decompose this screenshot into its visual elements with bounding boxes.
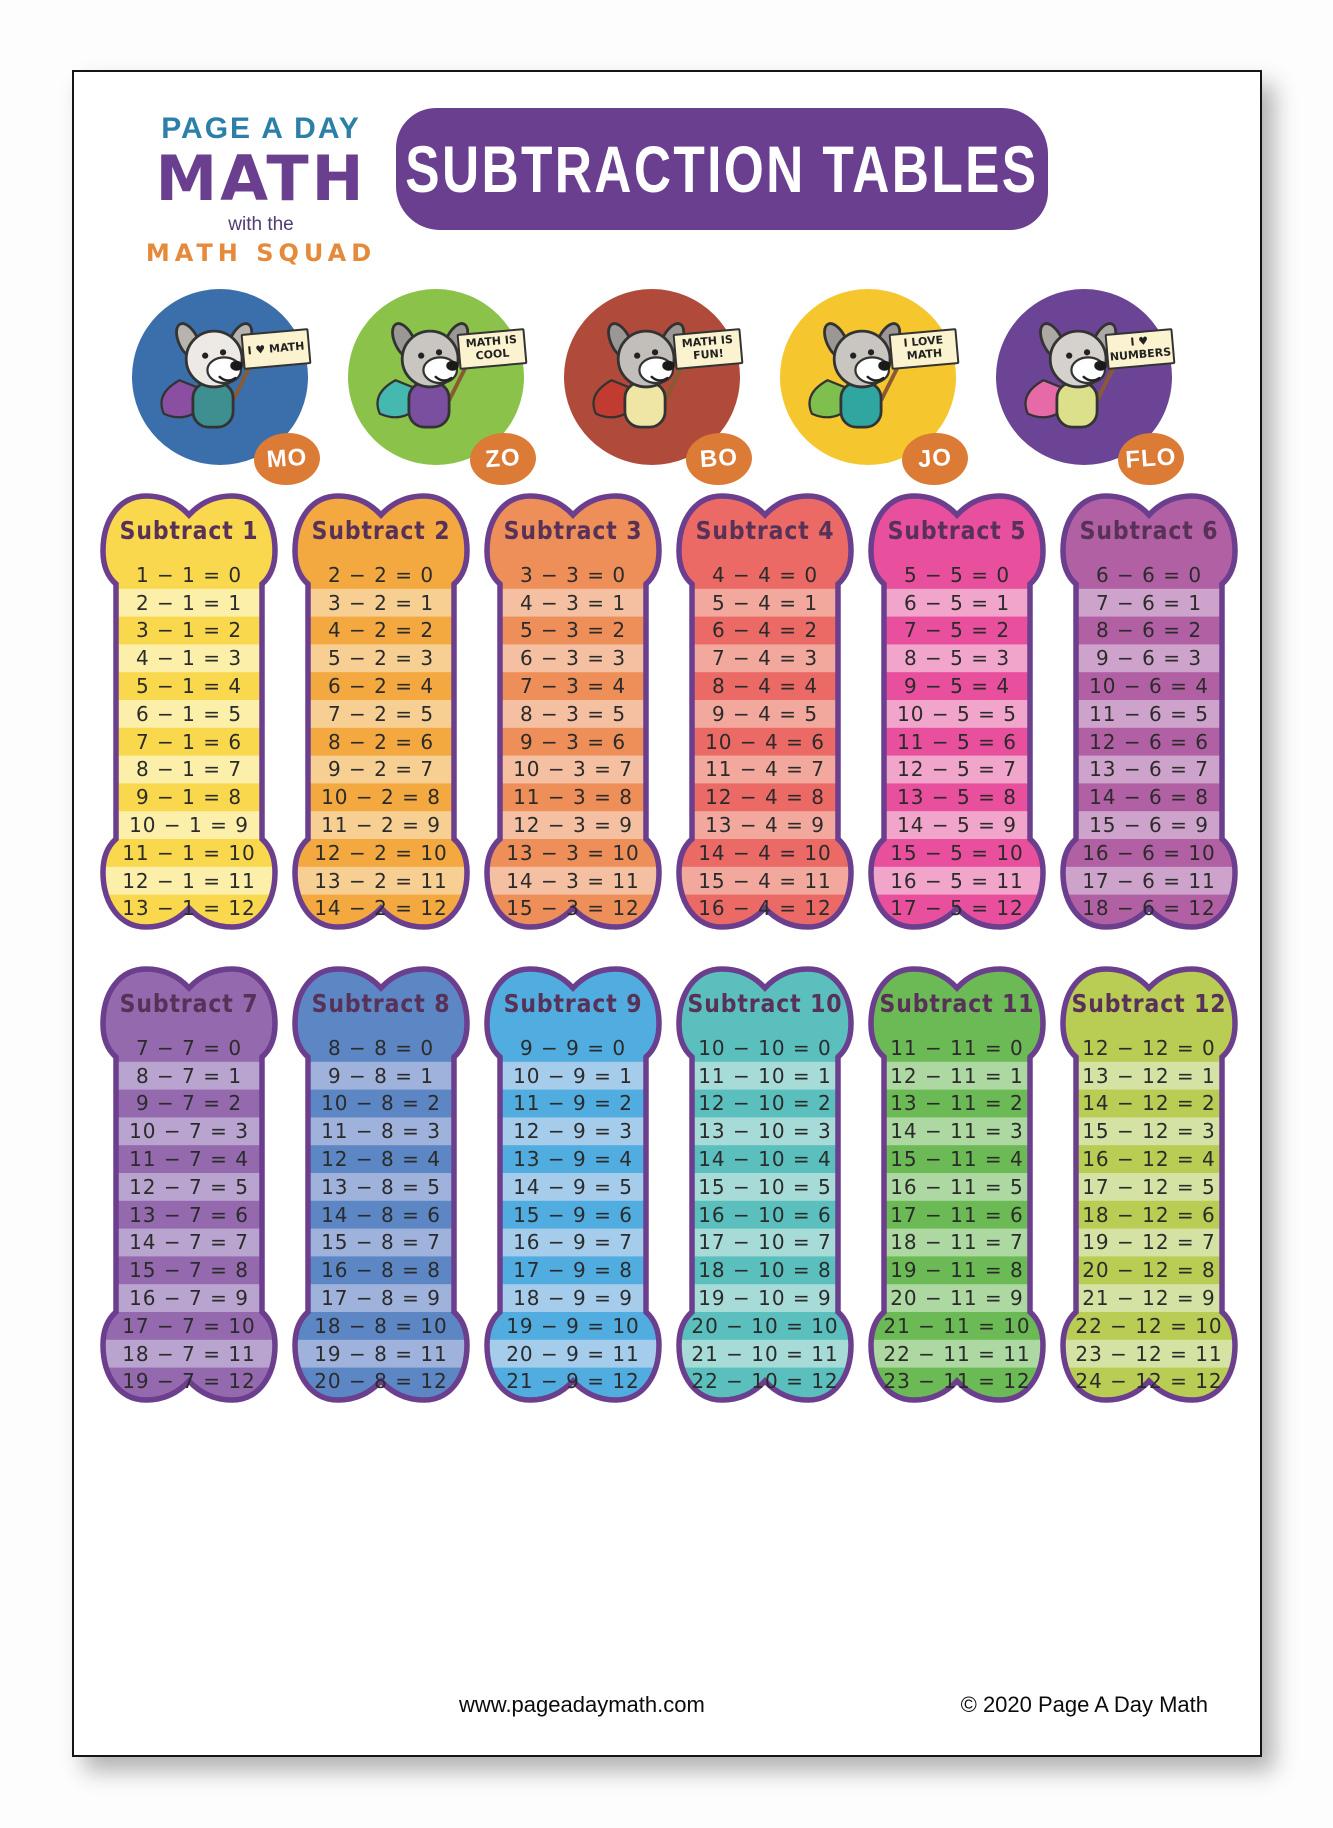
tables-row-1 bbox=[100, 489, 1238, 934]
equation: 11 − 11 = 0 bbox=[890, 1035, 1024, 1060]
equation: 13 − 11 = 2 bbox=[890, 1091, 1024, 1116]
equation: 20 − 9 = 11 bbox=[506, 1341, 640, 1366]
equation: 13 − 6 = 7 bbox=[1089, 757, 1209, 782]
equation: 5 − 3 = 2 bbox=[519, 618, 627, 643]
equation: 8 − 2 = 6 bbox=[327, 729, 435, 754]
equation: 15 − 12 = 3 bbox=[1082, 1119, 1216, 1144]
equation: 19 − 7 = 12 bbox=[122, 1369, 256, 1394]
equation: 13 − 4 = 9 bbox=[705, 813, 825, 838]
equation: 7 − 7 = 0 bbox=[135, 1035, 243, 1060]
equation: 15 − 3 = 12 bbox=[506, 896, 640, 921]
equation: 9 − 9 = 0 bbox=[519, 1035, 627, 1060]
equation: 12 − 8 = 4 bbox=[321, 1147, 441, 1172]
equation: 22 − 11 = 11 bbox=[883, 1341, 1031, 1366]
equation: 15 − 7 = 8 bbox=[129, 1258, 249, 1283]
character-name-badge: ZO bbox=[468, 431, 537, 487]
equation: 12 − 11 = 1 bbox=[890, 1063, 1024, 1088]
equation: 12 − 1 = 11 bbox=[122, 868, 256, 893]
equation: 6 − 2 = 4 bbox=[327, 674, 435, 699]
equation: 19 − 8 = 11 bbox=[314, 1341, 448, 1366]
table-title: Subtract 2 bbox=[311, 515, 451, 545]
equation: 16 − 5 = 11 bbox=[890, 868, 1024, 893]
character-flag: I ♥ MATH bbox=[241, 328, 312, 370]
logo-page-a-day: PAGE A DAY bbox=[161, 112, 361, 145]
equation: 18 − 6 = 12 bbox=[1082, 896, 1216, 921]
equation: 22 − 12 = 10 bbox=[1075, 1313, 1223, 1338]
equation: 11 − 4 = 7 bbox=[705, 757, 825, 782]
table-title: Subtract 7 bbox=[119, 988, 259, 1018]
equation: 9 − 7 = 2 bbox=[135, 1091, 243, 1116]
worksheet-page bbox=[72, 70, 1262, 1757]
subtraction-table bbox=[1060, 489, 1238, 934]
equation: 5 − 5 = 0 bbox=[903, 562, 1011, 587]
equation: 21 − 11 = 10 bbox=[883, 1313, 1031, 1338]
equation: 9 − 1 = 8 bbox=[135, 785, 243, 810]
logo-with-the: with the bbox=[228, 214, 294, 236]
equation: 8 − 7 = 1 bbox=[135, 1063, 243, 1088]
character-name-badge: MO bbox=[252, 431, 321, 487]
equation: 14 − 2 = 12 bbox=[314, 896, 448, 921]
table-title: Subtract 3 bbox=[503, 515, 643, 545]
subtraction-table bbox=[868, 962, 1046, 1407]
equation: 6 − 3 = 3 bbox=[519, 646, 627, 671]
character-flag: I ♥ NUMBERS bbox=[1105, 328, 1176, 370]
subtraction-table bbox=[484, 962, 662, 1407]
equation: 6 − 5 = 1 bbox=[903, 590, 1011, 615]
equation: 15 − 9 = 6 bbox=[513, 1202, 633, 1227]
table-title: Subtract 1 bbox=[119, 515, 259, 545]
equation: 13 − 2 = 11 bbox=[314, 868, 448, 893]
subtraction-table bbox=[868, 489, 1046, 934]
equation: 10 − 9 = 1 bbox=[513, 1063, 633, 1088]
equation: 12 − 7 = 5 bbox=[129, 1174, 249, 1199]
equation: 7 − 2 = 5 bbox=[327, 701, 435, 726]
equation: 11 − 7 = 4 bbox=[129, 1147, 249, 1172]
equation: 24 − 12 = 12 bbox=[1075, 1369, 1223, 1394]
equation: 13 − 12 = 1 bbox=[1082, 1063, 1216, 1088]
equation: 20 − 8 = 12 bbox=[314, 1369, 448, 1394]
equation: 7 − 5 = 2 bbox=[903, 618, 1011, 643]
equation: 13 − 3 = 10 bbox=[506, 840, 640, 865]
equation: 11 − 10 = 1 bbox=[698, 1063, 832, 1088]
equation: 8 − 1 = 7 bbox=[135, 757, 243, 782]
equation: 14 − 6 = 8 bbox=[1089, 785, 1209, 810]
equation: 10 − 4 = 6 bbox=[705, 729, 825, 754]
equation: 19 − 12 = 7 bbox=[1082, 1230, 1216, 1255]
equation: 14 − 5 = 9 bbox=[897, 813, 1017, 838]
equation: 10 − 7 = 3 bbox=[129, 1119, 249, 1144]
equation: 10 − 5 = 5 bbox=[897, 701, 1017, 726]
equation: 14 − 9 = 5 bbox=[513, 1174, 633, 1199]
equation: 4 − 3 = 1 bbox=[519, 590, 627, 615]
dog-illustration bbox=[578, 311, 712, 445]
logo-math-squad: MATH SQUAD bbox=[145, 239, 377, 268]
equation: 4 − 1 = 3 bbox=[135, 646, 243, 671]
character-flag: MATH IS COOL bbox=[457, 328, 528, 370]
equation: 14 − 7 = 7 bbox=[129, 1230, 249, 1255]
dog-illustration bbox=[146, 311, 280, 445]
equation: 13 − 9 = 4 bbox=[513, 1147, 633, 1172]
equation: 4 − 2 = 2 bbox=[327, 618, 435, 643]
equation: 15 − 8 = 7 bbox=[321, 1230, 441, 1255]
equation: 10 − 2 = 8 bbox=[321, 785, 441, 810]
table-title: Subtract 9 bbox=[503, 988, 643, 1018]
equation: 5 − 1 = 4 bbox=[135, 674, 243, 699]
equation: 20 − 11 = 9 bbox=[890, 1286, 1024, 1311]
footer-website: www.pageadaymath.com bbox=[459, 1692, 705, 1717]
equation: 9 − 6 = 3 bbox=[1095, 646, 1203, 671]
equation: 18 − 11 = 7 bbox=[890, 1230, 1024, 1255]
equation: 17 − 11 = 6 bbox=[890, 1202, 1024, 1227]
equation: 11 − 3 = 8 bbox=[513, 785, 633, 810]
equation: 18 − 9 = 9 bbox=[513, 1286, 633, 1311]
equation: 21 − 10 = 11 bbox=[691, 1341, 839, 1366]
character-badge bbox=[996, 289, 1178, 479]
equation: 16 − 10 = 6 bbox=[698, 1202, 832, 1227]
dog-illustration bbox=[794, 311, 928, 445]
equation: 7 − 6 = 1 bbox=[1095, 590, 1203, 615]
equation: 17 − 5 = 12 bbox=[890, 896, 1024, 921]
equation: 14 − 3 = 11 bbox=[506, 868, 640, 893]
equation: 13 − 5 = 8 bbox=[897, 785, 1017, 810]
equation: 16 − 4 = 12 bbox=[698, 896, 832, 921]
equation: 20 − 10 = 10 bbox=[691, 1313, 839, 1338]
table-title: Subtract 12 bbox=[1071, 988, 1227, 1018]
equation: 8 − 4 = 4 bbox=[711, 674, 819, 699]
equation: 3 − 2 = 1 bbox=[327, 590, 435, 615]
equation: 10 − 8 = 2 bbox=[321, 1091, 441, 1116]
equation: 7 − 4 = 3 bbox=[711, 646, 819, 671]
equation: 19 − 11 = 8 bbox=[890, 1258, 1024, 1283]
equation: 8 − 6 = 2 bbox=[1095, 618, 1203, 643]
equation: 20 − 12 = 8 bbox=[1082, 1258, 1216, 1283]
character-badge bbox=[780, 289, 956, 479]
equation: 16 − 9 = 7 bbox=[513, 1230, 633, 1255]
equation: 23 − 12 = 11 bbox=[1075, 1341, 1223, 1366]
equation: 17 − 6 = 11 bbox=[1082, 868, 1216, 893]
equation: 16 − 11 = 5 bbox=[890, 1174, 1024, 1199]
dog-illustration bbox=[362, 311, 496, 445]
equation: 13 − 1 = 12 bbox=[122, 896, 256, 921]
brand-logo bbox=[126, 112, 396, 267]
equation: 22 − 10 = 12 bbox=[691, 1369, 839, 1394]
equation: 18 − 8 = 10 bbox=[314, 1313, 448, 1338]
equation: 12 − 2 = 10 bbox=[314, 840, 448, 865]
subtraction-table bbox=[100, 962, 278, 1407]
equation: 17 − 7 = 10 bbox=[122, 1313, 256, 1338]
logo-math: MATH bbox=[155, 142, 367, 215]
subtraction-table bbox=[676, 962, 854, 1407]
equation: 14 − 10 = 4 bbox=[698, 1147, 832, 1172]
character-flag: MATH IS FUN! bbox=[673, 328, 744, 370]
equation: 15 − 5 = 10 bbox=[890, 840, 1024, 865]
poster-title: SUBTRACTION TABLES bbox=[405, 132, 1039, 206]
equation: 4 − 4 = 0 bbox=[711, 562, 819, 587]
equation: 17 − 8 = 9 bbox=[321, 1286, 441, 1311]
equation: 12 − 5 = 7 bbox=[897, 757, 1017, 782]
equation: 12 − 10 = 2 bbox=[698, 1091, 832, 1116]
equation: 15 − 4 = 11 bbox=[698, 868, 832, 893]
equation: 17 − 12 = 5 bbox=[1082, 1174, 1216, 1199]
equation: 14 − 4 = 10 bbox=[698, 840, 832, 865]
subtraction-table bbox=[100, 489, 278, 934]
equation: 6 − 6 = 0 bbox=[1095, 562, 1203, 587]
equation: 9 − 3 = 6 bbox=[519, 729, 627, 754]
equation: 21 − 12 = 9 bbox=[1082, 1286, 1216, 1311]
equation: 13 − 7 = 6 bbox=[129, 1202, 249, 1227]
subtraction-table bbox=[1060, 962, 1238, 1407]
tables-row-2 bbox=[100, 962, 1238, 1407]
equation: 19 − 10 = 9 bbox=[698, 1286, 832, 1311]
equation: 5 − 4 = 1 bbox=[711, 590, 819, 615]
subtraction-table bbox=[676, 489, 854, 934]
equation: 14 − 11 = 3 bbox=[890, 1119, 1024, 1144]
equation: 13 − 10 = 3 bbox=[698, 1119, 832, 1144]
character-badge bbox=[348, 289, 524, 479]
dog-illustration bbox=[1010, 311, 1144, 445]
equation: 16 − 8 = 8 bbox=[321, 1258, 441, 1283]
character-name-badge: FLO bbox=[1116, 431, 1185, 487]
characters-row bbox=[132, 289, 1178, 479]
equation: 8 − 8 = 0 bbox=[327, 1035, 435, 1060]
equation: 8 − 5 = 3 bbox=[903, 646, 1011, 671]
equation: 10 − 10 = 0 bbox=[698, 1035, 832, 1060]
equation: 15 − 10 = 5 bbox=[698, 1174, 832, 1199]
equation: 12 − 6 = 6 bbox=[1089, 729, 1209, 754]
equation: 10 − 1 = 9 bbox=[129, 813, 249, 838]
subtraction-table bbox=[484, 489, 662, 934]
table-title: Subtract 5 bbox=[887, 515, 1027, 545]
equation: 12 − 4 = 8 bbox=[705, 785, 825, 810]
equation: 12 − 12 = 0 bbox=[1082, 1035, 1216, 1060]
equation: 19 − 9 = 10 bbox=[506, 1313, 640, 1338]
equation: 2 − 2 = 0 bbox=[327, 562, 435, 587]
poster-title-banner bbox=[396, 108, 1048, 230]
subtraction-table bbox=[292, 962, 470, 1407]
equation: 14 − 12 = 2 bbox=[1082, 1091, 1216, 1116]
character-name-badge: JO bbox=[900, 431, 969, 487]
equation: 7 − 1 = 6 bbox=[135, 729, 243, 754]
equation: 6 − 1 = 5 bbox=[135, 701, 243, 726]
equation: 17 − 9 = 8 bbox=[513, 1258, 633, 1283]
equation: 12 − 9 = 3 bbox=[513, 1119, 633, 1144]
equation: 18 − 10 = 8 bbox=[698, 1258, 832, 1283]
table-title: Subtract 10 bbox=[687, 988, 843, 1018]
equation: 15 − 6 = 9 bbox=[1089, 813, 1209, 838]
equation: 16 − 12 = 4 bbox=[1082, 1147, 1216, 1172]
equation: 13 − 8 = 5 bbox=[321, 1174, 441, 1199]
footer-copyright: © 2020 Page A Day Math bbox=[960, 1692, 1208, 1717]
equation: 11 − 1 = 10 bbox=[122, 840, 256, 865]
equation: 8 − 3 = 5 bbox=[519, 701, 627, 726]
equation: 7 − 3 = 4 bbox=[519, 674, 627, 699]
equation: 11 − 5 = 6 bbox=[897, 729, 1017, 754]
equation: 11 − 6 = 5 bbox=[1089, 701, 1209, 726]
equation: 6 − 4 = 2 bbox=[711, 618, 819, 643]
equation: 12 − 3 = 9 bbox=[513, 813, 633, 838]
equation: 3 − 1 = 2 bbox=[135, 618, 243, 643]
equation: 9 − 5 = 4 bbox=[903, 674, 1011, 699]
table-title: Subtract 4 bbox=[695, 515, 835, 545]
table-title: Subtract 8 bbox=[311, 988, 451, 1018]
character-flag: I LOVE MATH bbox=[889, 328, 960, 370]
equation: 9 − 4 = 5 bbox=[711, 701, 819, 726]
equation: 10 − 6 = 4 bbox=[1089, 674, 1209, 699]
character-name-badge: BO bbox=[684, 431, 753, 487]
table-title: Subtract 6 bbox=[1079, 515, 1219, 545]
equation: 9 − 2 = 7 bbox=[327, 757, 435, 782]
table-title: Subtract 11 bbox=[879, 988, 1035, 1018]
character-badge bbox=[564, 289, 740, 479]
equation: 11 − 8 = 3 bbox=[321, 1119, 441, 1144]
equation: 11 − 2 = 9 bbox=[321, 813, 441, 838]
equation: 18 − 7 = 11 bbox=[122, 1341, 256, 1366]
equation: 2 − 1 = 1 bbox=[135, 590, 243, 615]
equation: 9 − 8 = 1 bbox=[327, 1063, 435, 1088]
equation: 10 − 3 = 7 bbox=[513, 757, 633, 782]
equation: 14 − 8 = 6 bbox=[321, 1202, 441, 1227]
equation: 15 − 11 = 4 bbox=[890, 1147, 1024, 1172]
equation: 18 − 12 = 6 bbox=[1082, 1202, 1216, 1227]
equation: 16 − 6 = 10 bbox=[1082, 840, 1216, 865]
equation: 5 − 2 = 3 bbox=[327, 646, 435, 671]
subtraction-table bbox=[292, 489, 470, 934]
equation: 17 − 10 = 7 bbox=[698, 1230, 832, 1255]
character-badge bbox=[132, 289, 308, 479]
equation: 11 − 9 = 2 bbox=[513, 1091, 633, 1116]
equation: 3 − 3 = 0 bbox=[519, 562, 627, 587]
equation: 16 − 7 = 9 bbox=[129, 1286, 249, 1311]
equation: 21 − 9 = 12 bbox=[506, 1369, 640, 1394]
equation: 23 − 11 = 12 bbox=[883, 1369, 1031, 1394]
equation: 1 − 1 = 0 bbox=[135, 562, 243, 587]
